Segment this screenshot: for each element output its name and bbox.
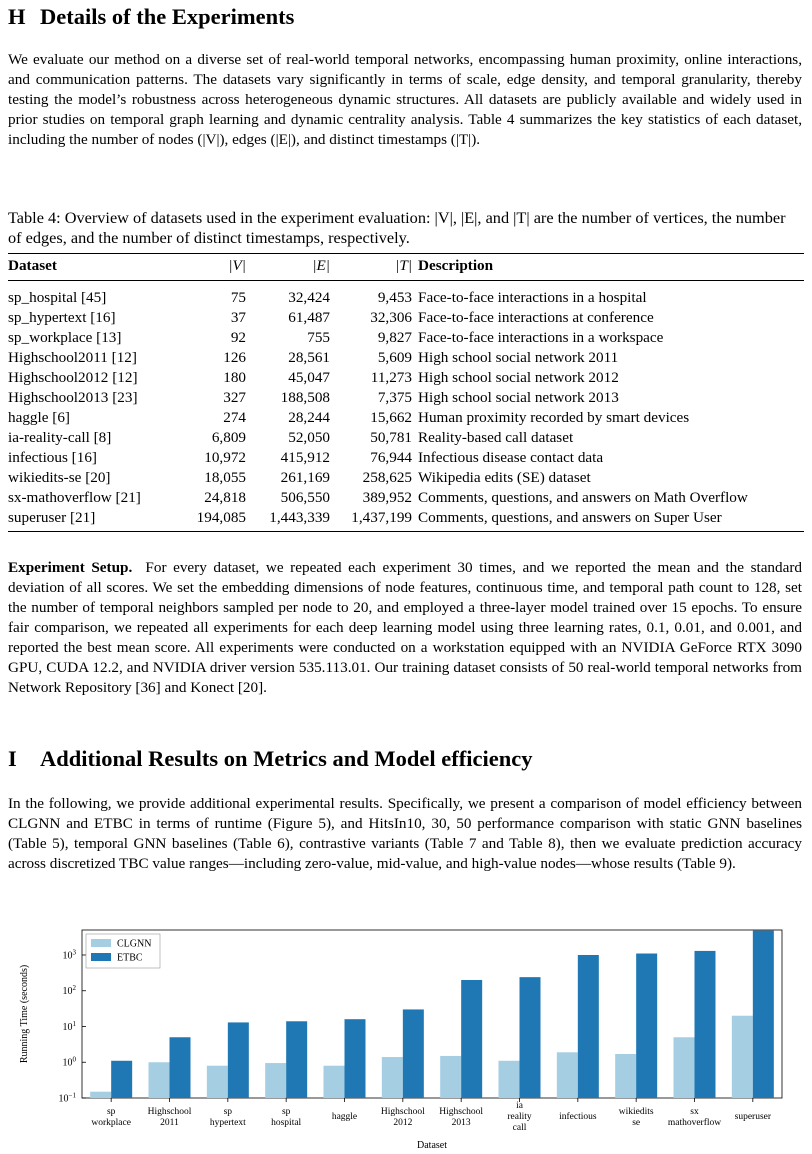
cell-v: 24,818 bbox=[204, 489, 246, 506]
runtime-bar-chart bbox=[0, 924, 812, 1154]
y-tick-label bbox=[59, 1092, 77, 1105]
cell-t: 9,453 bbox=[377, 289, 412, 306]
y-tick-exponent: 2 bbox=[72, 984, 76, 993]
section-i-heading bbox=[8, 746, 532, 772]
cell-v: 180 bbox=[223, 369, 246, 386]
table-row bbox=[8, 281, 804, 309]
cell-e: 28,561 bbox=[288, 349, 330, 366]
bar-clgnn bbox=[615, 1054, 636, 1098]
cell-description: High school social network 2013 bbox=[418, 389, 619, 406]
header-t: |T| bbox=[395, 257, 412, 274]
table-row bbox=[8, 328, 804, 348]
table-row bbox=[8, 368, 804, 388]
x-tick-label: Highschool bbox=[439, 1107, 484, 1117]
cell-e: 188,508 bbox=[280, 389, 330, 406]
section-number: H bbox=[8, 4, 26, 29]
bar-clgnn bbox=[207, 1066, 228, 1098]
section-title: Details of the Experiments bbox=[40, 4, 295, 29]
bar-clgnn bbox=[440, 1056, 461, 1098]
y-axis-label: Running Time (seconds) bbox=[19, 964, 30, 1064]
cell-t: 5,609 bbox=[377, 349, 412, 366]
table-header-row bbox=[8, 254, 804, 281]
y-tick-label bbox=[63, 1020, 77, 1033]
table-row bbox=[8, 468, 804, 488]
x-tick-label: hospital bbox=[271, 1118, 302, 1128]
cell-e: 28,244 bbox=[288, 409, 330, 426]
bar-etbc bbox=[170, 1037, 191, 1098]
header-dataset: Dataset bbox=[8, 257, 57, 274]
bar-etbc bbox=[578, 955, 599, 1098]
cell-dataset: sp_hospital [45] bbox=[8, 289, 107, 306]
cell-description: Face-to-face interactions at conference bbox=[418, 309, 654, 326]
x-tick-label: sp bbox=[281, 1107, 291, 1117]
x-tick-label: reality bbox=[507, 1112, 532, 1122]
bar-etbc bbox=[753, 931, 774, 1098]
x-tick-label: superuser bbox=[734, 1112, 772, 1122]
cell-dataset: Highschool2012 [12] bbox=[8, 369, 138, 386]
x-tick-label: wikiedits bbox=[618, 1107, 654, 1117]
y-tick-base: 10 bbox=[58, 1093, 69, 1105]
x-tick-label: call bbox=[512, 1123, 527, 1133]
cell-t: 1,437,199 bbox=[351, 509, 412, 526]
x-tick-label: 2013 bbox=[451, 1118, 471, 1128]
x-tick-label: hypertext bbox=[209, 1118, 246, 1128]
results-intro-paragraph: In the following, we provide additional experimental results. Specifically, we present a comparison of model efficiency between CLGNN and ETBC in terms of runtime (Figure 5), and HitsIn10, 30, 50 performance comparison with static GNN baselines (Table 5), temporal GNN baselines (Table 6), contrastive variants (Table 7 and Table 8), then we evaluate prediction accuracy across discretized TBC value ranges—including zero-value, mid-value, and high-value nodes—whose results (Table 9). bbox=[8, 795, 802, 872]
table-row bbox=[8, 448, 804, 468]
bar-clgnn bbox=[382, 1057, 403, 1098]
cell-t: 15,662 bbox=[370, 409, 412, 426]
cell-dataset: ia-reality-call [8] bbox=[8, 429, 112, 446]
y-tick-base: 10 bbox=[62, 1057, 73, 1069]
cell-v: 274 bbox=[223, 409, 246, 426]
cell-t: 389,952 bbox=[362, 489, 412, 506]
cell-description: Comments, questions, and answers on Super User bbox=[418, 509, 722, 526]
y-tick-label bbox=[63, 984, 77, 997]
table-caption: Table 4: Overview of datasets used in the experiment evaluation: |V|, |E|, and |T| are the number of vertices, the number of edges, and the number of distinct timestamps, respectively. bbox=[8, 208, 786, 247]
header-description: Description bbox=[418, 257, 494, 274]
x-tick-label: se bbox=[632, 1118, 641, 1128]
y-tick-exponent: 1 bbox=[72, 1019, 76, 1028]
cell-e: 506,550 bbox=[280, 489, 330, 506]
legend-label-clgnn: CLGNN bbox=[117, 938, 152, 950]
y-tick-exponent: 3 bbox=[72, 948, 76, 957]
section-h-heading bbox=[8, 4, 294, 30]
cell-t: 32,306 bbox=[370, 309, 412, 326]
x-tick-label: sx bbox=[690, 1107, 699, 1117]
y-tick-exponent: −1 bbox=[68, 1091, 76, 1100]
x-tick-label: mathoverflow bbox=[667, 1118, 722, 1128]
cell-v: 37 bbox=[230, 309, 246, 326]
cell-v: 327 bbox=[223, 389, 246, 406]
cell-dataset: superuser [21] bbox=[8, 509, 96, 526]
x-tick-label: Highschool bbox=[147, 1107, 192, 1117]
cell-v: 126 bbox=[223, 349, 246, 366]
cell-e: 61,487 bbox=[288, 309, 330, 326]
x-tick-label: infectious bbox=[559, 1112, 597, 1122]
bar-clgnn bbox=[499, 1061, 520, 1098]
cell-v: 75 bbox=[230, 289, 246, 306]
bar-etbc bbox=[636, 954, 657, 1098]
table-row bbox=[8, 308, 804, 328]
x-tick-label: sp bbox=[223, 1107, 233, 1117]
bar-etbc bbox=[461, 980, 482, 1098]
bar-etbc bbox=[695, 951, 716, 1098]
bar-clgnn bbox=[732, 1016, 753, 1098]
y-tick-base: 10 bbox=[62, 986, 73, 998]
section-title: Additional Results on Metrics and Model efficiency bbox=[40, 746, 533, 771]
legend-label-etbc: ETBC bbox=[117, 952, 143, 964]
table-row bbox=[8, 348, 804, 368]
table-row bbox=[8, 488, 804, 508]
cell-e: 261,169 bbox=[280, 469, 330, 486]
bar-clgnn bbox=[557, 1052, 578, 1098]
bar-clgnn bbox=[265, 1063, 286, 1098]
section-number: I bbox=[8, 746, 17, 771]
setup-text: For every dataset, we repeated each experiment 30 times, and we reported the mean and the standard deviation of all scores. We set the embedding dimensions of node features, continuous time, and temporal path count to 128, set the number of temporal neighbors sampled per node to 20, and employed a three-layer model trained over 15 epochs. To ensure fair comparison, we repeated all experiments for each deep learning model using three learning rates, 0.1, 0.01, and 0.001, and reported the best mean score. All experiments were conducted on a workstation equipped with an NVIDIA GeForce RTX 3090 GPU, CUDA 12.2, and NVIDIA driver version 535.113.01. Our training dataset consists of 50 real-world temporal networks from Network Repository [36] and Konect [20]. bbox=[8, 559, 803, 696]
cell-dataset: sp_workplace [13] bbox=[8, 329, 122, 346]
cell-v: 92 bbox=[230, 329, 246, 346]
legend-swatch-etbc bbox=[91, 953, 111, 961]
header-v: |V| bbox=[228, 257, 246, 274]
bar-etbc bbox=[228, 1022, 249, 1098]
cell-t: 258,625 bbox=[362, 469, 412, 486]
cell-v: 194,085 bbox=[196, 509, 246, 526]
x-tick-label: 2011 bbox=[160, 1118, 179, 1128]
experiment-setup-paragraph bbox=[8, 558, 802, 698]
table-row bbox=[8, 428, 804, 448]
x-tick-label: sp bbox=[106, 1107, 116, 1117]
cell-dataset: sp_hypertext [16] bbox=[8, 309, 116, 326]
cell-v: 18,055 bbox=[204, 469, 246, 486]
cell-t: 9,827 bbox=[377, 329, 412, 346]
cell-t: 7,375 bbox=[377, 389, 412, 406]
cell-t: 50,781 bbox=[370, 429, 412, 446]
cell-e: 755 bbox=[307, 329, 330, 346]
bar-etbc bbox=[286, 1021, 307, 1098]
cell-dataset: infectious [16] bbox=[8, 449, 97, 466]
cell-description: High school social network 2011 bbox=[418, 349, 619, 366]
x-tick-label: 2012 bbox=[393, 1118, 413, 1128]
cell-v: 6,809 bbox=[211, 429, 246, 446]
cell-dataset: Highschool2011 [12] bbox=[8, 349, 137, 366]
cell-e: 32,424 bbox=[288, 289, 330, 306]
y-tick-base: 10 bbox=[62, 950, 73, 962]
y-tick-exponent: 0 bbox=[72, 1055, 76, 1064]
datasets-table bbox=[8, 253, 804, 532]
cell-t: 11,273 bbox=[370, 369, 412, 386]
table-row bbox=[8, 408, 804, 428]
bar-clgnn bbox=[149, 1062, 170, 1098]
intro-paragraph: We evaluate our method on a diverse set of real-world temporal networks, encompassing human proximity, online interactions, and communication patterns. The datasets vary significantly in terms of scale, edge density, and temporal granularity, thereby testing the model’s robustness across heterogeneous dynamic structures. All datasets are publicly available and widely used in prior studies on temporal graph learning and dynamic centrality analysis. Table 4 summarizes the key statistics of each dataset, including the number of nodes (|V|), edges (|E|), and distinct timestamps (|T|). bbox=[8, 51, 802, 148]
x-tick-label: ia bbox=[516, 1101, 523, 1111]
bar-etbc bbox=[520, 977, 541, 1098]
bar-clgnn bbox=[324, 1066, 345, 1098]
cell-description: Wikipedia edits (SE) dataset bbox=[418, 469, 591, 486]
header-e: |E| bbox=[312, 257, 330, 274]
cell-e: 1,443,339 bbox=[269, 509, 330, 526]
cell-description: Human proximity recorded by smart devices bbox=[418, 409, 690, 426]
cell-dataset: sx-mathoverflow [21] bbox=[8, 489, 141, 506]
bar-clgnn bbox=[90, 1092, 111, 1098]
cell-description: Reality-based call dataset bbox=[418, 429, 574, 446]
y-tick-base: 10 bbox=[62, 1021, 73, 1033]
cell-description: High school social network 2012 bbox=[418, 369, 619, 386]
x-axis-label: Dataset bbox=[417, 1140, 447, 1151]
cell-dataset: wikiedits-se [20] bbox=[8, 469, 111, 486]
bar-etbc bbox=[403, 1009, 424, 1098]
table-row bbox=[8, 388, 804, 408]
y-tick-label bbox=[63, 1056, 77, 1069]
setup-heading: Experiment Setup. bbox=[8, 559, 133, 576]
y-tick-label bbox=[63, 948, 77, 961]
table-row bbox=[8, 508, 804, 532]
cell-dataset: haggle [6] bbox=[8, 409, 70, 426]
bar-etbc bbox=[111, 1061, 132, 1098]
x-tick-label: workplace bbox=[91, 1118, 131, 1128]
cell-e: 52,050 bbox=[288, 429, 330, 446]
cell-description: Face-to-face interactions in a hospital bbox=[418, 289, 647, 306]
cell-description: Comments, questions, and answers on Math Overflow bbox=[418, 489, 748, 506]
cell-t: 76,944 bbox=[370, 449, 412, 466]
bar-clgnn bbox=[674, 1037, 695, 1098]
bar-etbc bbox=[345, 1019, 366, 1098]
cell-dataset: Highschool2013 [23] bbox=[8, 389, 138, 406]
cell-e: 45,047 bbox=[288, 369, 330, 386]
cell-v: 10,972 bbox=[204, 449, 246, 466]
cell-description: Face-to-face interactions in a workspace bbox=[418, 329, 664, 346]
x-tick-label: haggle bbox=[331, 1112, 358, 1122]
legend-swatch-clgnn bbox=[91, 939, 111, 947]
cell-e: 415,912 bbox=[280, 449, 330, 466]
x-tick-label: Highschool bbox=[380, 1107, 425, 1117]
cell-description: Infectious disease contact data bbox=[418, 449, 604, 466]
